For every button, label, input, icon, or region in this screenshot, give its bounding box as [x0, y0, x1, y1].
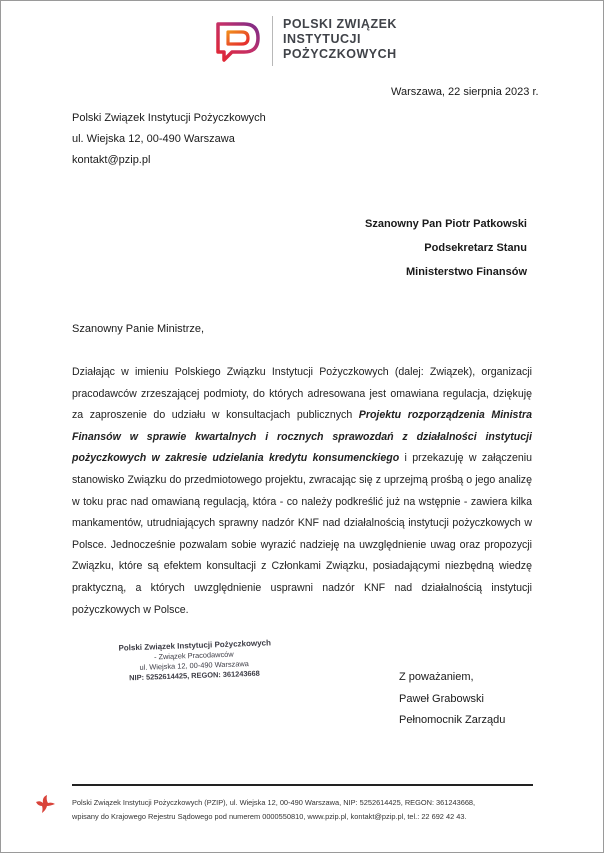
footer [72, 796, 475, 823]
company-stamp [118, 638, 272, 683]
recipient-block [365, 212, 527, 284]
body-part-1: Działając w imieniu Polskiego Związku Instytucji Pożyczkowych (dalej: Związek), organizacji pracodawców zrzeszającej podmioty, do których adresowana jest omawiana regulacja, dziękuję za zaproszenie do udziału w konsultacjach publicznych [72, 366, 532, 422]
logo-line-3: POŻYCZKOWYCH [283, 47, 397, 61]
signatory-name: Paweł Grabowski [399, 692, 484, 705]
letter-date: Warszawa, 22 sierpnia 2023 r. [391, 86, 539, 98]
stamp-line-2: - Związek Pracodawców [153, 649, 234, 662]
body-emphasis: Projektu rozporządzenia Ministra Finansów w sprawie kwartalnych i rocznych sprawozdań z działalności instytucji pożyczkowych w zakresie udzielania kredytu konsumenckiego [72, 409, 532, 465]
pzip-logo-icon [214, 20, 262, 64]
logo-line-1: POLSKI ZWIĄZEK [283, 17, 397, 31]
stamp-line-1: Polski Związek Instytucji Pożyczkowych [118, 638, 272, 653]
logo-line-2: INSTYTUCJI [283, 32, 361, 46]
footer-divider [72, 784, 533, 786]
sender-name: Polski Związek Instytucji Pożyczkowych [72, 112, 266, 124]
greeting: Szanowny Panie Ministrze, [72, 323, 205, 335]
logo-text [283, 17, 397, 62]
sender-address: ul. Wiejska 12, 00-490 Warszawa [72, 133, 235, 145]
recipient-ministry: Ministerstwo Finansów [405, 266, 527, 278]
recipient-title: Podsekretarz Stanu [424, 242, 527, 254]
sender-email: kontakt@pzip.pl [72, 154, 151, 166]
letter-body [72, 362, 532, 621]
closing-block [399, 667, 505, 732]
body-part-2: i przekazuję w załączeniu stanowisko Związku do przedmiotowego projektu, zwracając się z uprzejmą prośbą o jego analizę w toku prac nad omawianą regulacją, która - co należy podkreślić już na wstępnie - zawiera kilka mankamentów, utrudniających sprawny nadzór KNF nad działalnością instytucji pożyczkowych w Polsce. Jednocześnie pozwalam sobie wyrazić nadzieję na uwzględnienie uwag oraz propozycji Związku, które są efektem konsultacji z Członkami Związku, posiadającymi niezbędną wiedzę praktyczną, a których uwzględnienie usprawni nadzór KNF nad działalnością instytucji pożyczkowych w Polsce. [72, 452, 532, 616]
footer-line-2: wpisany do Krajowego Rejestru Sądowego pod numerem 0000550810, www.pzip.pl, kontakt@pzip.pl, tel.: 22 692 42 43. [72, 811, 467, 821]
recipient-name: Szanowny Pan Piotr Patkowski [365, 218, 527, 230]
footer-line-1: Polski Związek Instytucji Pożyczkowych (PZIP), ul. Wiejska 12, 00-490 Warszawa, NIP: 5252614425, REGON: 361243668, [72, 798, 476, 807]
stamp-line-4: NIP: 5252614425, REGON: 361243668 [129, 668, 260, 683]
stamp-line-3: ul. Wiejska 12, 00-490 Warszawa [139, 659, 249, 672]
sender-block [72, 108, 266, 171]
closing-regards: Z poważaniem, [399, 671, 474, 683]
bird-icon [34, 794, 56, 814]
signatory-role: Pełnomocnik Zarządu [399, 714, 506, 726]
logo-divider [272, 16, 273, 66]
